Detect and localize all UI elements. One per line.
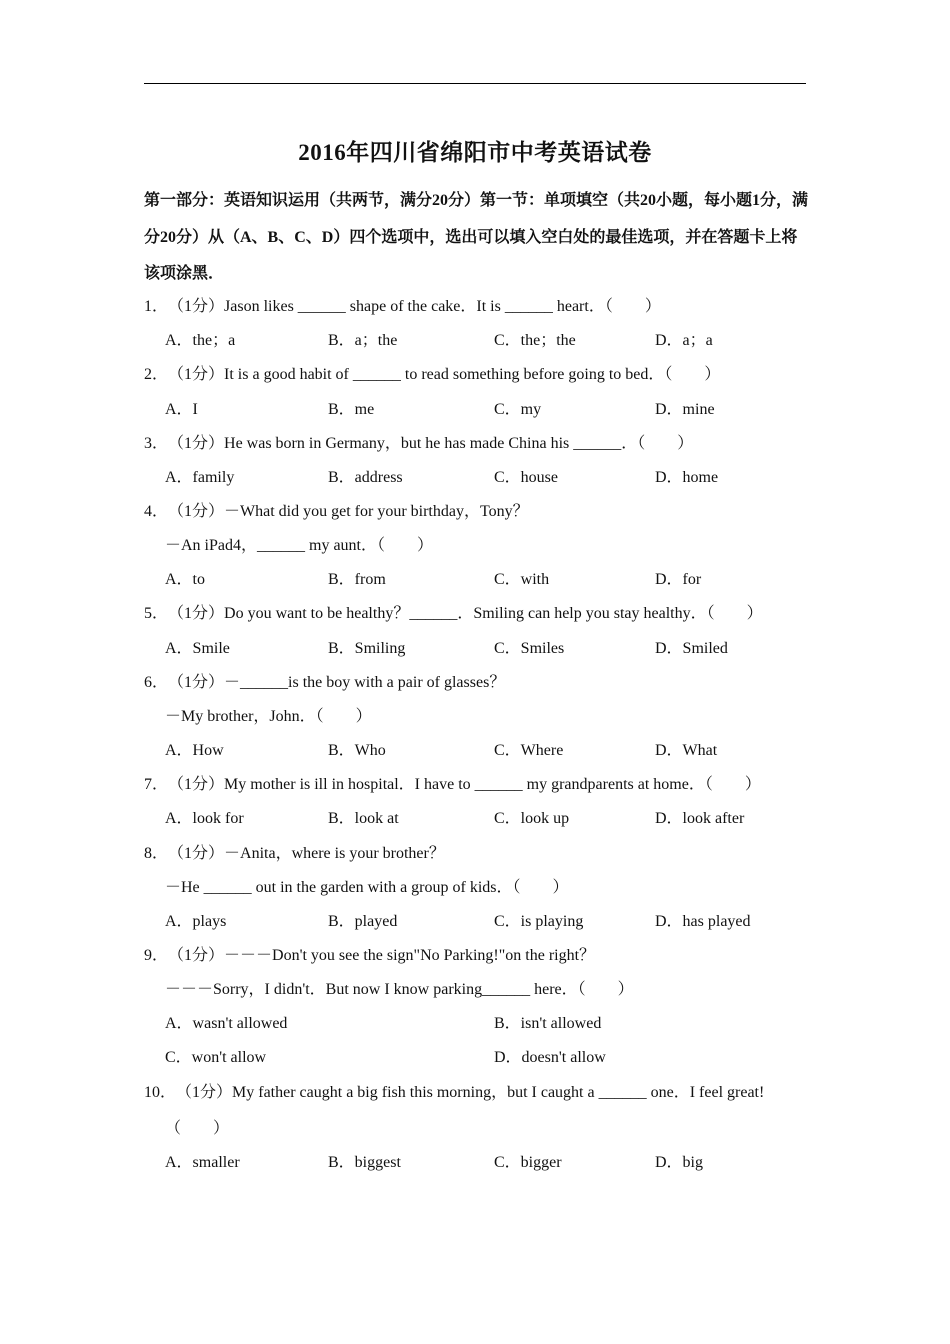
options-8 <box>165 912 805 932</box>
option-d[interactable]: D．big <box>655 1154 704 1171</box>
header-rule <box>144 83 806 84</box>
option-b[interactable]: B．played <box>328 913 398 930</box>
options-5 <box>165 639 805 659</box>
option-b[interactable]: B．me <box>328 401 375 418</box>
option-c[interactable]: C．house <box>494 469 559 486</box>
question-3 <box>144 434 693 454</box>
question-stem: （1分）－______is the boy with a pair of glasses？ <box>168 674 506 691</box>
question-7 <box>144 775 761 795</box>
option-b[interactable]: B．Smiling <box>328 640 406 657</box>
option-a[interactable]: A．Smile <box>165 640 230 657</box>
option-b[interactable]: B．isn't allowed <box>494 1015 602 1032</box>
question-5 <box>144 604 763 624</box>
option-c[interactable]: C．my <box>494 401 542 418</box>
question-number: 8． <box>144 845 169 862</box>
question-6-line-2: －My brother，John．（ ） <box>165 708 372 725</box>
question-stem: （1分）Jason likes ______ shape of the cake．It is ______ heart．（ ） <box>168 298 661 315</box>
option-d[interactable]: D．look after <box>655 810 745 827</box>
options-9-row-1 <box>165 1014 805 1034</box>
question-number: 2． <box>144 366 169 383</box>
option-a[interactable]: A．smaller <box>165 1154 240 1171</box>
question-9-line-2: －－－Sorry，I didn't．But now I know parking______ here．（ ） <box>165 981 634 998</box>
question-stem: （1分）It is a good habit of ______ to read something before going to bed．（ ） <box>168 366 721 383</box>
question-number: 4． <box>144 503 169 520</box>
option-c[interactable]: C．the；the <box>494 332 576 349</box>
option-a[interactable]: A．I <box>165 401 198 418</box>
question-8-line-2: －He ______ out in the garden with a group of kids．（ ） <box>165 879 569 896</box>
option-d[interactable]: D．for <box>655 571 702 588</box>
options-1 <box>165 331 805 351</box>
option-c[interactable]: C．look up <box>494 810 570 827</box>
option-d[interactable]: D．doesn't allow <box>494 1049 606 1066</box>
option-d[interactable]: D．a；a <box>655 332 713 349</box>
option-c[interactable]: C．won't allow <box>165 1049 267 1066</box>
question-stem: （1分）My mother is ill in hospital．I have to ______ my grandparents at home．（ ） <box>168 776 761 793</box>
question-number: 1． <box>144 298 169 315</box>
question-10 <box>144 1083 764 1103</box>
option-a[interactable]: A．family <box>165 469 235 486</box>
option-a[interactable]: A．to <box>165 571 206 588</box>
options-7 <box>165 809 805 829</box>
option-c[interactable]: C．is playing <box>494 913 584 930</box>
question-number: 10． <box>144 1084 177 1101</box>
question-stem: （1分）－－－Don't you see the sign"No Parking!"on the right？ <box>168 947 596 964</box>
question-2 <box>144 365 720 385</box>
option-b[interactable]: B．biggest <box>328 1154 401 1171</box>
question-stem: （1分）－Anita，where is your brother？ <box>168 845 445 862</box>
question-1 <box>144 297 661 317</box>
question-number: 6． <box>144 674 169 691</box>
question-stem: （1分）My father caught a big fish this morning，but I caught a ______ one．I feel great! <box>176 1084 765 1101</box>
question-9 <box>144 946 595 966</box>
question-number: 3． <box>144 435 169 452</box>
options-6 <box>165 741 805 761</box>
question-number: 9． <box>144 947 169 964</box>
option-c[interactable]: C．bigger <box>494 1154 562 1171</box>
option-c[interactable]: C．Where <box>494 742 564 759</box>
options-9-row-2 <box>165 1048 805 1068</box>
question-stem: （1分）－What did you get for your birthday，Tony？ <box>168 503 529 520</box>
option-d[interactable]: D．mine <box>655 401 715 418</box>
question-8 <box>144 844 445 864</box>
section-instructions: 第一部分：英语知识运用（共两节，满分20分）第一节：单项填空（共20小题，每小题1分，满分20分）从（A、B、C、D）四个选项中，选出可以填入空白处的最佳选项，并在答题卡上将该项涂黑． <box>144 192 809 282</box>
question-number: 5． <box>144 605 169 622</box>
option-a[interactable]: A．plays <box>165 913 227 930</box>
option-a[interactable]: A．look for <box>165 810 244 827</box>
options-4 <box>165 570 805 590</box>
question-10-line-2: （ ） <box>165 1120 230 1137</box>
option-b[interactable]: B．Who <box>328 742 386 759</box>
option-b[interactable]: B．address <box>328 469 403 486</box>
exam-title: 2016年四川省绵阳市中考英语试卷 <box>298 140 652 165</box>
options-3 <box>165 468 805 488</box>
option-b[interactable]: B．from <box>328 571 386 588</box>
question-number: 7． <box>144 776 169 793</box>
option-d[interactable]: D．has played <box>655 913 751 930</box>
option-d[interactable]: D．What <box>655 742 718 759</box>
option-d[interactable]: D．home <box>655 469 719 486</box>
options-2 <box>165 400 805 420</box>
question-4 <box>144 502 529 522</box>
question-4-line-2: －An iPad4，______ my aunt．（ ） <box>165 537 433 554</box>
question-stem: （1分）He was born in Germany，but he has made China his ______．（ ） <box>168 435 694 452</box>
option-b[interactable]: B．a；the <box>328 332 398 349</box>
option-a[interactable]: A．wasn't allowed <box>165 1015 288 1032</box>
option-c[interactable]: C．with <box>494 571 550 588</box>
option-b[interactable]: B．look at <box>328 810 399 827</box>
question-stem: （1分）Do you want to be healthy？______．Smiling can help you stay healthy．（ ） <box>168 605 763 622</box>
option-d[interactable]: D．Smiled <box>655 640 728 657</box>
question-6 <box>144 673 505 693</box>
option-a[interactable]: A．How <box>165 742 224 759</box>
option-a[interactable]: A．the；a <box>165 332 236 349</box>
option-c[interactable]: C．Smiles <box>494 640 565 657</box>
options-10 <box>165 1153 805 1173</box>
